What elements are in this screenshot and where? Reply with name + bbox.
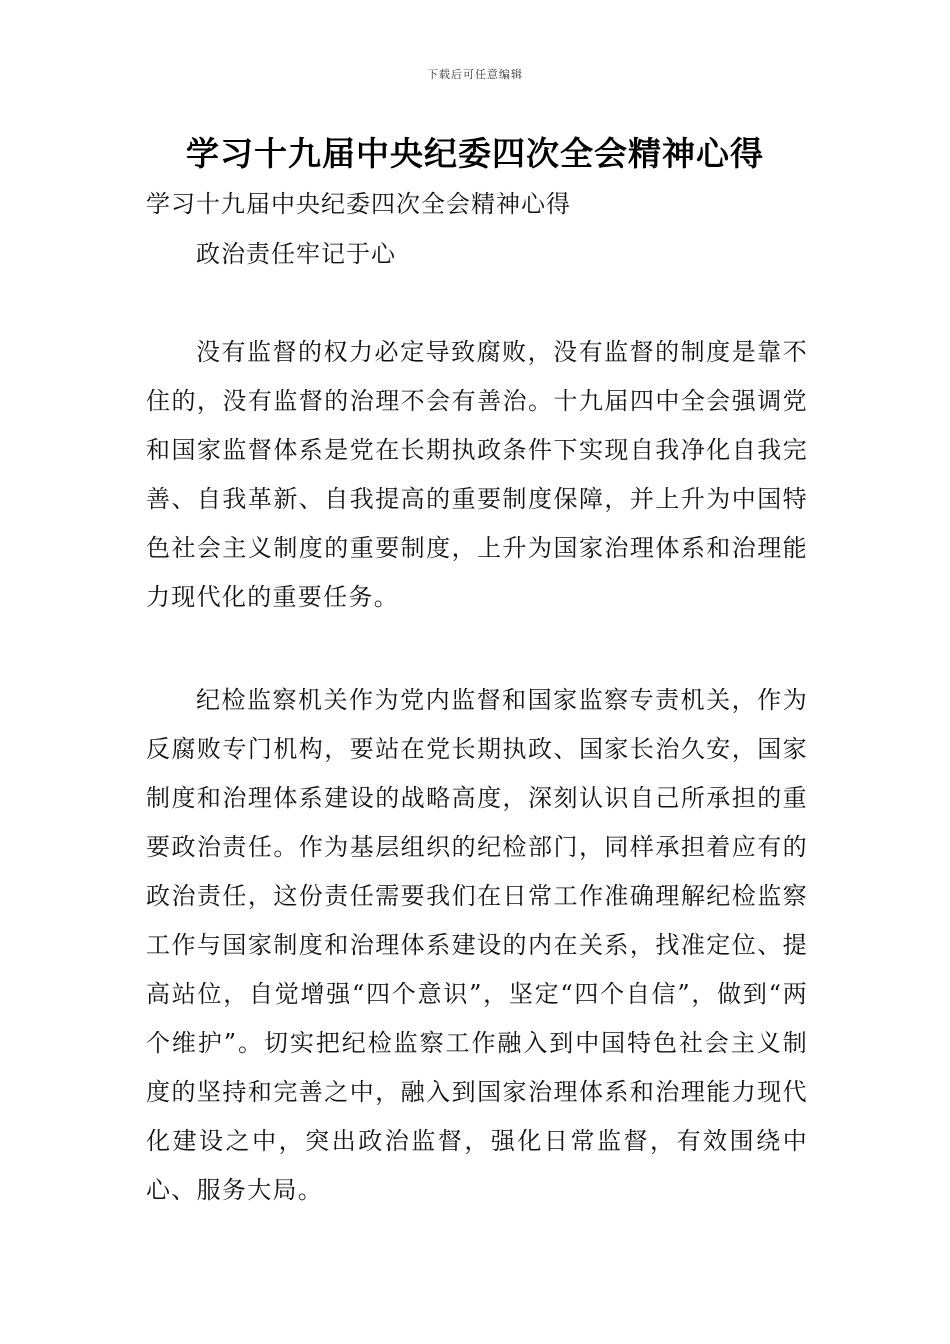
header-note: 下载后可任意编辑	[427, 68, 523, 81]
body-paragraph-1: 没有监督的权力必定导致腐败，没有监督的制度是靠不住的，没有监督的治理不会有善治。十九届四中全会强调党和国家监督体系是党在长期执政条件下实现自我净化自我完善、自我革新、自我提高的重要制度保障，并上升为中国特色社会主义制度的重要制度，上升为国家治理体系和治理能力现代化的重要任务。	[146, 338, 808, 611]
body-paragraph-2: 纪检监察机关作为党内监督和国家监察专责机关，作为反腐败专门机构，要站在党长期执政、国家长治久安，国家制度和治理体系建设的战略高度，深刻认识自己所承担的重要政治责任。作为基层组织的纪检部门，同样承担着应有的政治责任，这份责任需要我们在日常工作准确理解纪检监察工作与国家制度和治理体系建设的内在关系，找准定位、提高站位，自觉增强“四个意识”，坚定“四个自信”，做到“两个维护”。切实把纪检监察工作融入到中国特色社会主义制度的坚持和完善之中，融入到国家治理体系和治理能力现代化建设之中，突出政治监督，强化日常监督，有效围绕中心、服务大局。	[146, 686, 808, 1204]
section-heading: 政治责任牢记于心	[196, 240, 396, 268]
document-title: 学习十九届中央纪委四次全会精神心得	[186, 134, 764, 173]
document-subtitle: 学习十九届中央纪委四次全会精神心得	[146, 190, 571, 218]
